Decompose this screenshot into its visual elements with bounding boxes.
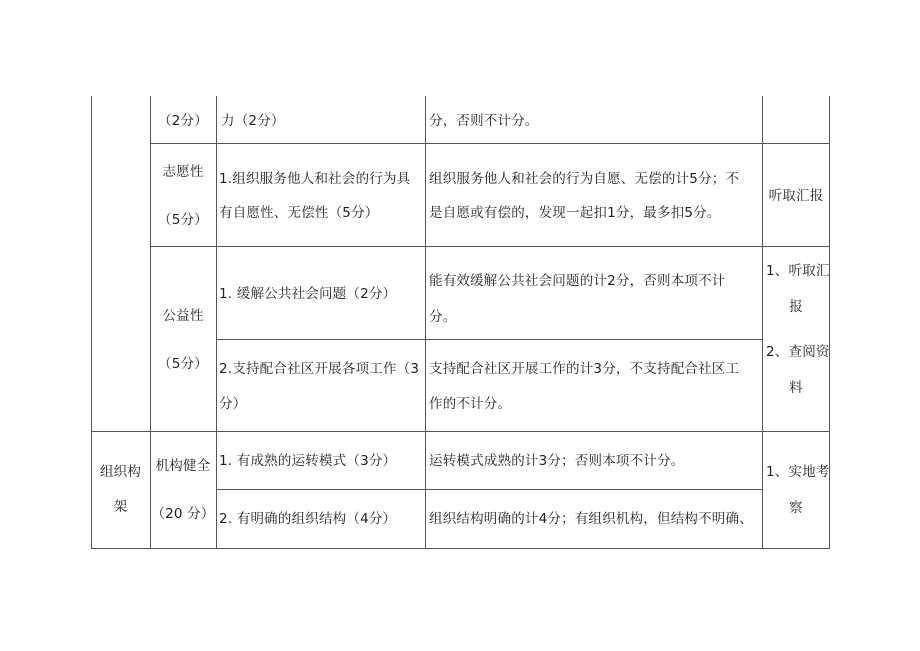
public-score: （5分） bbox=[158, 356, 208, 372]
public-method-line4: 料 bbox=[789, 380, 803, 396]
row1-criterion: 力（2分） bbox=[221, 113, 285, 129]
public-title: 公益性 bbox=[162, 308, 204, 324]
column-divider-4 bbox=[762, 96, 763, 549]
row-divider-5 bbox=[216, 489, 763, 490]
org-category-line1: 组织构 bbox=[99, 464, 142, 480]
voluntary-method: 听取汇报 bbox=[768, 188, 824, 204]
table-border-bottom bbox=[91, 548, 830, 549]
public-item1-criterion: 1. 缓解公共社会问题（2分） bbox=[219, 286, 397, 302]
voluntary-rule-line2: 是自愿或有偿的，发现一起扣1分，最多扣5分。 bbox=[429, 205, 721, 221]
voluntary-criterion-line2: 有自愿性、无偿性（5分） bbox=[219, 205, 379, 221]
table-border-right bbox=[829, 96, 830, 549]
row-divider-4 bbox=[91, 431, 830, 432]
public-method-line3: 2、查阅资 bbox=[766, 344, 830, 360]
public-item1-rule-line1: 能有效缓解公共社会问题的计2分，否则本项不计 bbox=[429, 273, 726, 289]
public-item2-rule-line1: 支持配合社区开展工作的计3分，不支持配合社区工 bbox=[429, 361, 740, 377]
column-divider-2 bbox=[216, 96, 217, 549]
voluntary-criterion-line1: 1.组织服务他人和社会的行为具 bbox=[219, 171, 411, 187]
org-score: （20 分） bbox=[151, 506, 215, 522]
row1-rule: 分，否则不计分。 bbox=[429, 113, 539, 129]
org-item1-rule: 运转模式成熟的计3分；否则本项不计分。 bbox=[429, 453, 685, 469]
voluntary-title: 志愿性 bbox=[162, 164, 204, 180]
org-method-line2: 察 bbox=[789, 500, 803, 516]
public-item2-criterion-line1: 2.支持配合社区开展各项工作（3 bbox=[219, 361, 420, 377]
row-divider-2 bbox=[150, 246, 830, 247]
voluntary-rule-line1: 组织服务他人和社会的行为自愿、无偿的计5分；不 bbox=[429, 171, 740, 187]
public-method-line2: 报 bbox=[789, 299, 803, 315]
public-item2-rule-line2: 作的不计分。 bbox=[429, 396, 512, 412]
row1-score: （2分） bbox=[158, 113, 208, 129]
public-item1-rule-line2: 分。 bbox=[429, 309, 457, 325]
table-border-left bbox=[91, 96, 92, 549]
row-divider-3 bbox=[216, 339, 763, 340]
org-category-line2: 架 bbox=[113, 499, 128, 515]
org-item2-rule: 组织结构明确的计4分；有组织机构，但结构不明确、 bbox=[429, 511, 753, 527]
org-title: 机构健全 bbox=[155, 458, 211, 474]
public-method-line1: 1、听取汇 bbox=[766, 263, 830, 279]
org-item2-criterion: 2. 有明确的组织结构（4分） bbox=[219, 511, 397, 527]
column-divider-3 bbox=[425, 96, 426, 549]
voluntary-score: （5分） bbox=[158, 212, 208, 228]
org-method-line1: 1、实地考 bbox=[766, 464, 830, 480]
row-divider-1 bbox=[150, 143, 830, 144]
public-item2-criterion-line2: 分） bbox=[219, 396, 247, 412]
org-item1-criterion: 1. 有成熟的运转模式（3分） bbox=[219, 453, 397, 469]
